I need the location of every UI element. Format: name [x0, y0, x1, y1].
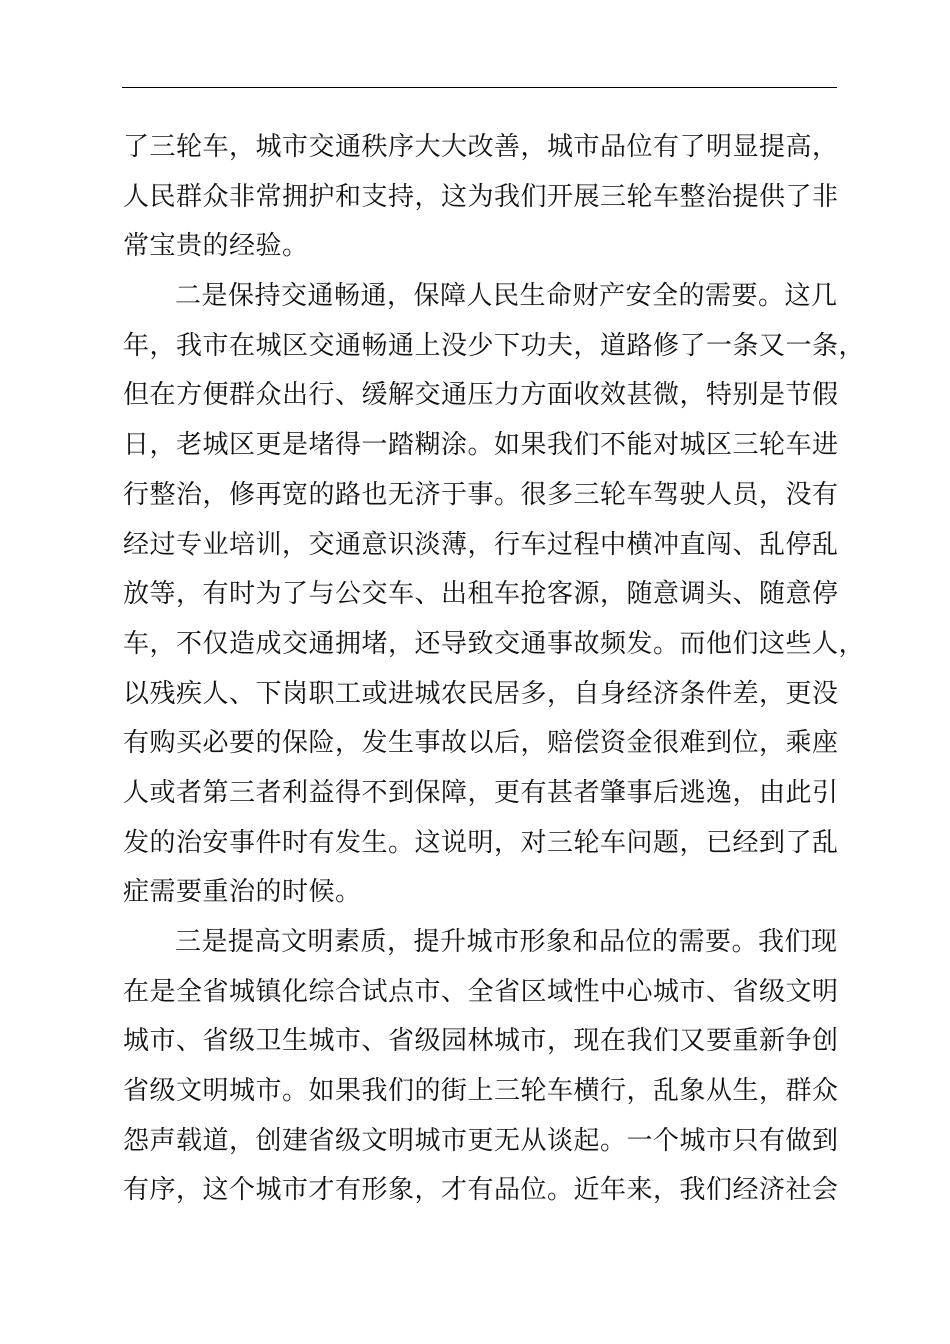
text-line: 行整治，修再宽的路也无济于事。很多三轮车驾驶人员，没有	[123, 479, 839, 510]
text-line: 怨声载道，创建省级文明城市更无从谈起。一个城市只有做到	[123, 1125, 839, 1156]
text-line: 在是全省城镇化综合试点市、全省区域性中心城市、省级文明	[123, 976, 839, 1007]
text-line: 以残疾人、下岗职工或进城农民居多，自身经济条件差，更没	[123, 678, 839, 709]
paragraph-first-line: 三是提高文明素质，提升城市形象和品位的需要。我们现	[175, 927, 838, 957]
text-line: 了三轮车，城市交通秩序大大改善，城市品位有了明显提高，	[123, 132, 839, 162]
text-line: 年，我市在城区交通畅通上没少下功夫，道路修了一条又一条，	[123, 330, 866, 361]
text-line: 人或者第三者利益得不到保障，更有甚者肇事后逃逸，由此引	[123, 777, 839, 808]
text-line: 有序，这个城市才有形象，才有品位。近年来，我们经济社会	[123, 1175, 839, 1206]
paragraph-first-line: 二是保持交通畅通，保障人民生命财产安全的需要。这几	[175, 281, 838, 312]
text-line: 车，不仅造成交通拥堵，还导致交通事故频发。而他们这些人，	[123, 628, 866, 659]
header-rule	[122, 87, 837, 88]
text-line: 经过专业培训，交通意识淡薄，行车过程中横冲直闯、乱停乱	[123, 529, 839, 560]
text-line: 日，老城区更是堵得一踏糊涂。如果我们不能对城区三轮车进	[123, 430, 839, 461]
text-line: 人民群众非常拥护和支持，这为我们开展三轮车整治提供了非	[123, 181, 839, 212]
text-line: 常宝贵的经验。	[123, 231, 309, 262]
text-line: 有购买必要的保险，发生事故以后，赔偿资金很难到位，乘座	[123, 728, 839, 759]
text-line: 放等，有时为了与公交车、出租车抢客源，随意调头、随意停	[123, 579, 839, 610]
text-line: 但在方便群众出行、缓解交通压力方面收效甚微，特别是节假	[123, 380, 839, 411]
text-line: 城市、省级卫生城市、省级园林城市，现在我们又要重新争创	[123, 1026, 839, 1057]
text-line: 省级文明城市。如果我们的街上三轮车横行，乱象从生，群众	[123, 1076, 839, 1107]
text-line: 发的治安事件时有发生。这说明，对三轮车问题，已经到了乱	[123, 827, 839, 858]
body-text	[123, 123, 866, 1216]
text-line: 症需要重治的时候。	[123, 877, 362, 908]
